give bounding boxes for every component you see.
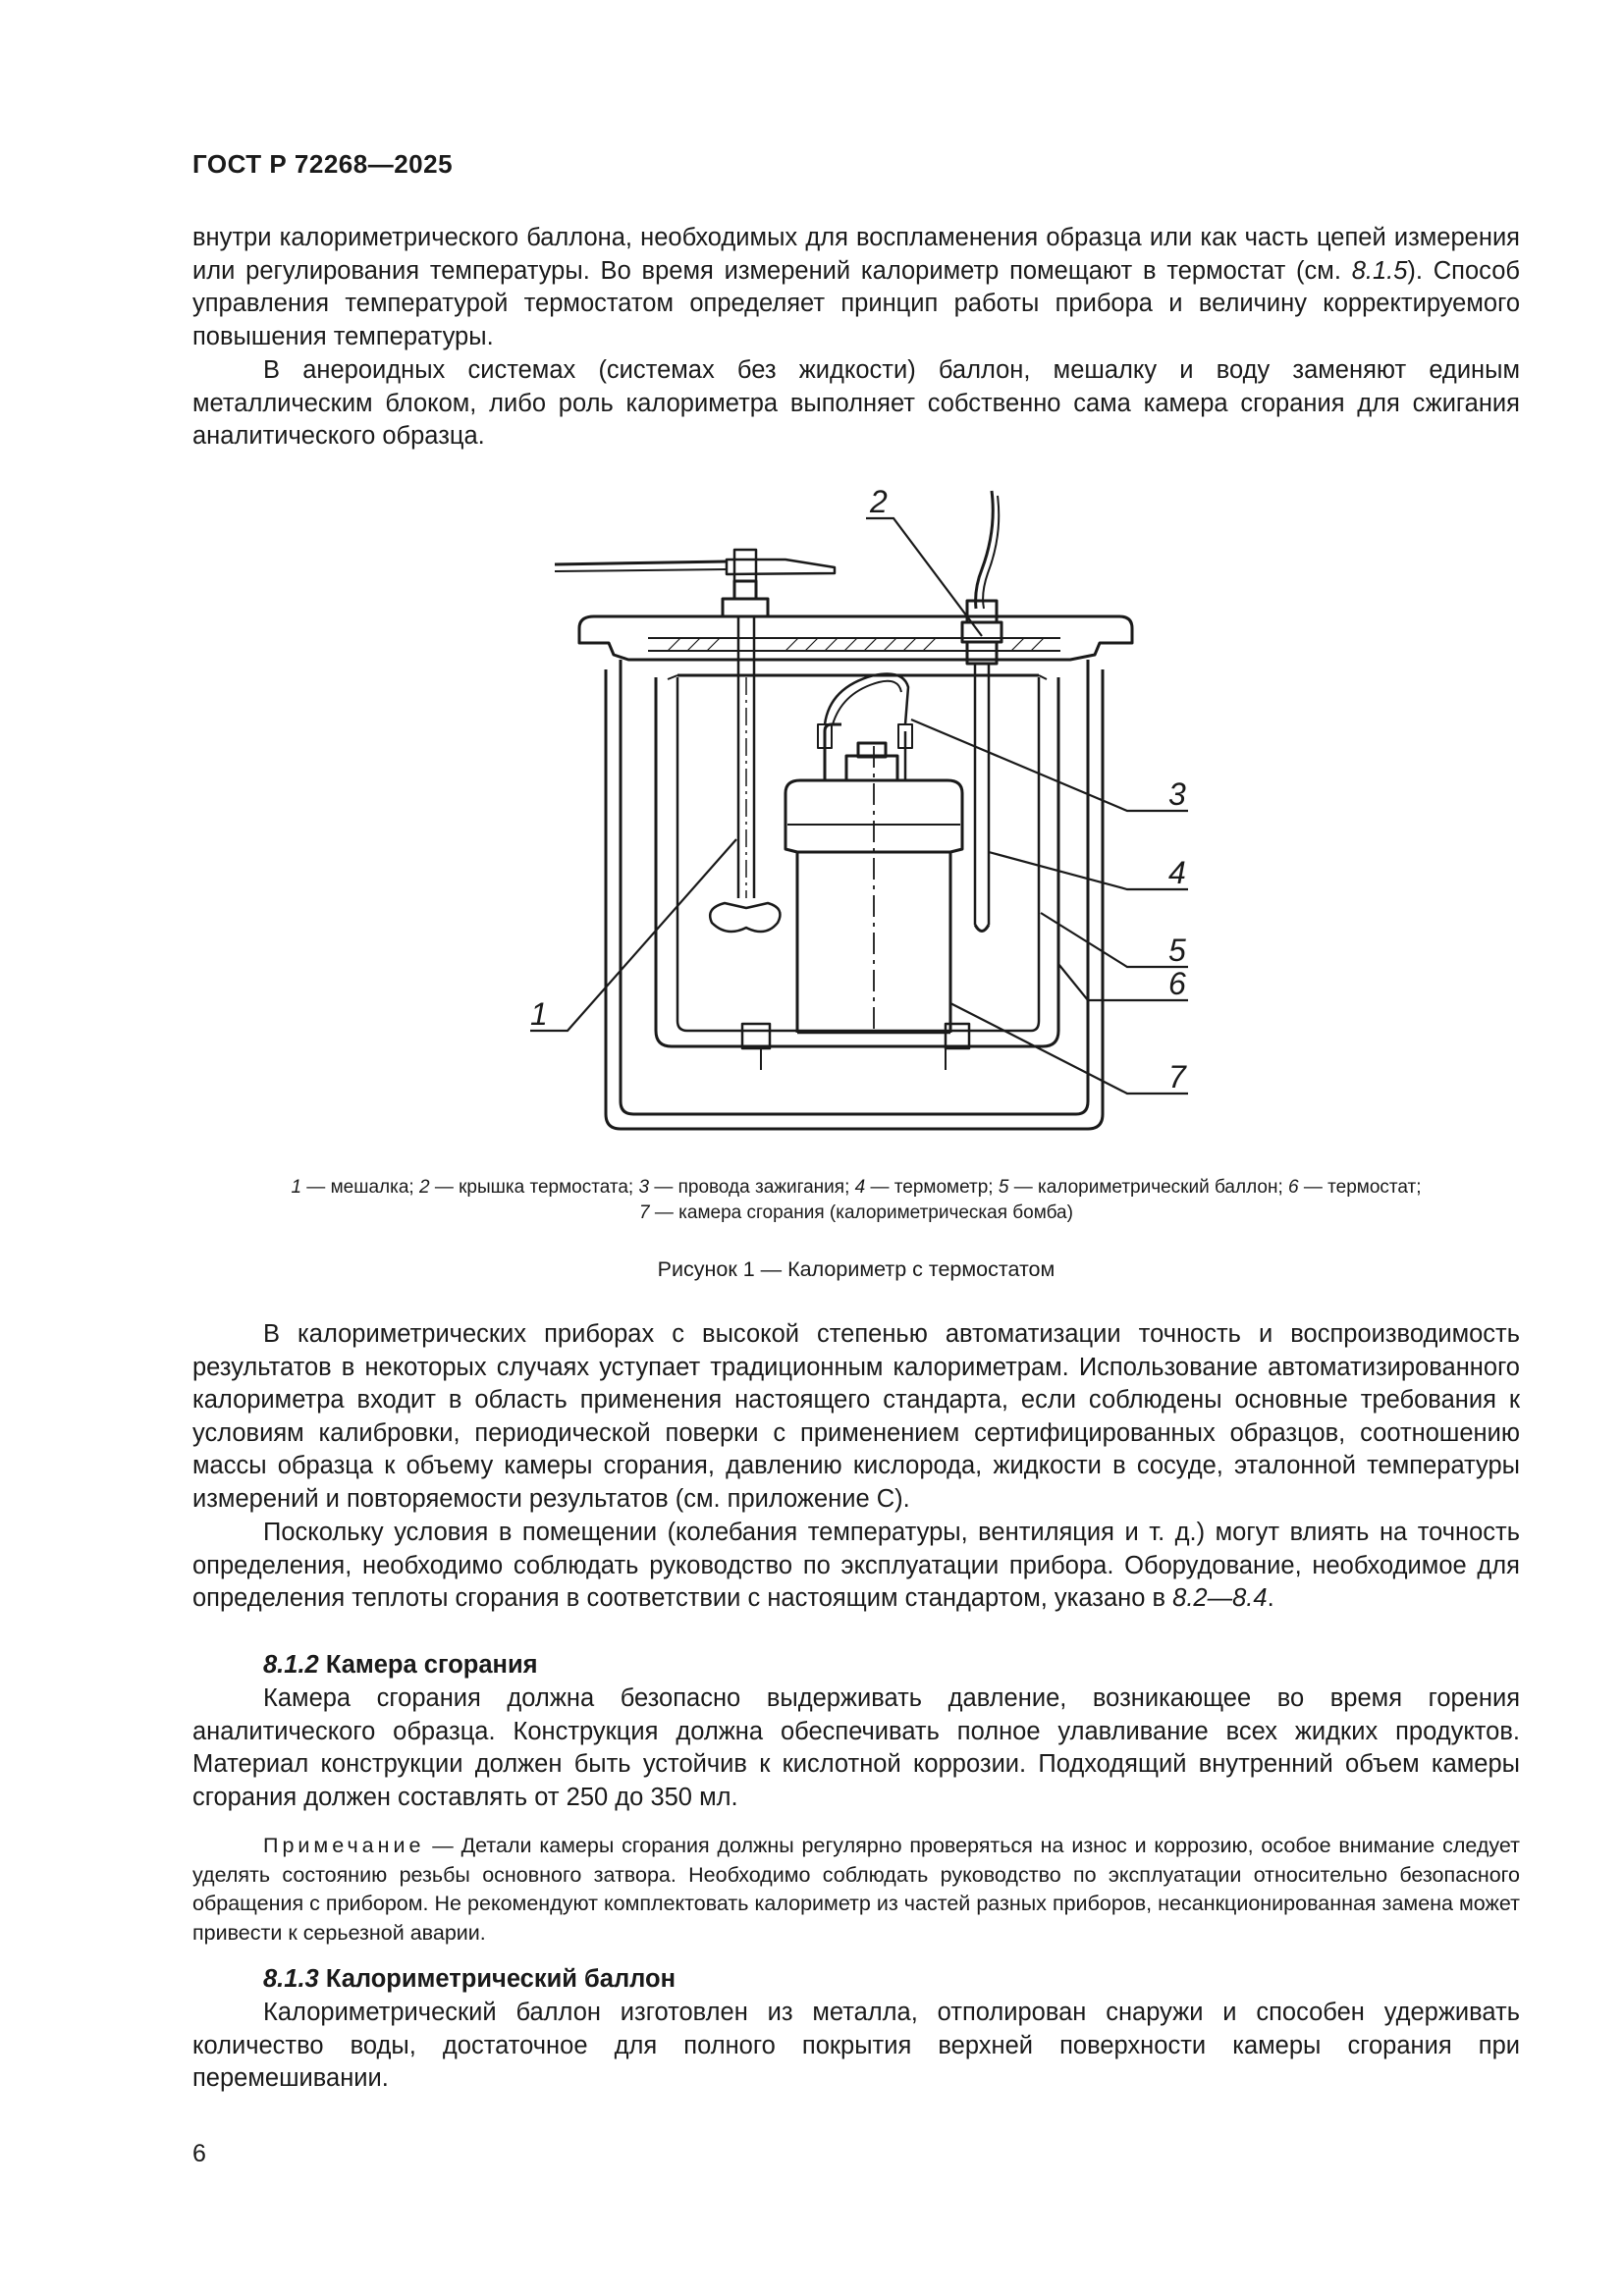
calorimeter-figure	[530, 481, 1218, 1158]
callout-5: 5	[1168, 933, 1186, 968]
page-number: 6	[192, 2140, 206, 2167]
document-header: ГОСТ Р 72268—2025	[192, 149, 454, 179]
section-heading-8-1-3: 8.1.3 Калориметрический баллон	[263, 1965, 677, 1993]
callout-7: 7	[1168, 1059, 1186, 1095]
callout-6: 6	[1168, 966, 1186, 1001]
paragraph-6: Калориметрический баллон изготовлен из металла, отполирован снаружи и способен удерживать количество воды, достаточное для полного покрытия верхней поверхности камеры сгорания при перемешивании.	[192, 1999, 1520, 2092]
paragraph-5: Камера сгорания должна безопасно выдерживать давление, возникающее во время горения аналитического образца. Конструкция должна обеспечивать полное улавливание всех жидких продуктов. Материал конструкции должен быть устойчив к кислотной коррозии. Подходящий внутренний объем камеры сгорания должен составлять от 250 до 350 мл.	[192, 1684, 1520, 1811]
paragraph-2: В анероидных системах (системах без жидкости) баллон, мешалку и воду заменяют единым металлическим блоком, либо роль калориметра выполняет собственно сама камера сгорания для сжигания аналитического образца.	[192, 356, 1520, 450]
cross-reference: 8.1.5	[1351, 256, 1408, 285]
paragraph-1: внутри калориметрического баллона, необходимых для воспламенения образца или как часть цепей измерения или регулирования температуры. Во время измерений калориметр помещают в термостат (см. 8.1.5). Способ управления температурой термостатом определяет принцип работы прибора и величину корректируемого повышения температуры.	[192, 224, 1520, 350]
callout-4: 4	[1168, 855, 1186, 890]
section-heading-8-1-2: 8.1.2 Камера сгорания	[263, 1651, 538, 1679]
callout-1: 1	[530, 996, 548, 1032]
note-label: Примечание	[263, 1834, 425, 1857]
figure-legend-line-2: 7 — камера сгорания (калориметрическая бомба)	[639, 1202, 1073, 1223]
thermostat-outer-wall	[606, 669, 1103, 1129]
paragraph-3: В калориметрических приборах с высокой степенью автоматизации точность и воспроизводимость результатов в некоторых случаях уступает традиционным калориметрам. Использование автоматизированного калориметра входит в область применения настоящего стандарта, если соблюдены основные требования к условиям калибровки, периодической поверки с применением сертифицированных образцов, соотношению массы образца к объему камеры сгорания, давлению кислорода, жидкости в сосуде, эталонной температуры измерений и повторяемости результатов (см. приложение С).	[192, 1320, 1520, 1513]
figure-legend-line-1: 1 — мешалка; 2 — крышка термостата; 3 — провода зажигания; 4 — термометр; 5 — калориметрический баллон; 6 — термостат;	[291, 1177, 1422, 1198]
callout-2: 2	[870, 484, 888, 519]
figure-title: Рисунок 1 — Калориметр с термостатом	[657, 1257, 1056, 1281]
note-block: Примечание — Детали камеры сгорания должны регулярно проверяться на износ и коррозию, особое внимание следует уделять состоянию резьбы основного затвора. Необходимо соблюдать руководство по эксплуатации относительно безопасного обращения с прибором. Не рекомендуют комплектовать калориметр из частей разных приборов, несанкционированная замена может привести к серьезной аварии.	[192, 1834, 1520, 1945]
cross-reference: 8.2—8.4	[1172, 1584, 1268, 1612]
paragraph-4: Поскольку условия в помещении (колебания температуры, вентиляция и т. д.) могут влиять на точность определения, необходимо соблюдать руководство по эксплуатации прибора. Оборудование, необходимое для определения теплоты сгорания в соответствии с настоящим стандартом, указано в 8.2—8.4.	[192, 1519, 1520, 1612]
callout-3: 3	[1168, 776, 1186, 812]
